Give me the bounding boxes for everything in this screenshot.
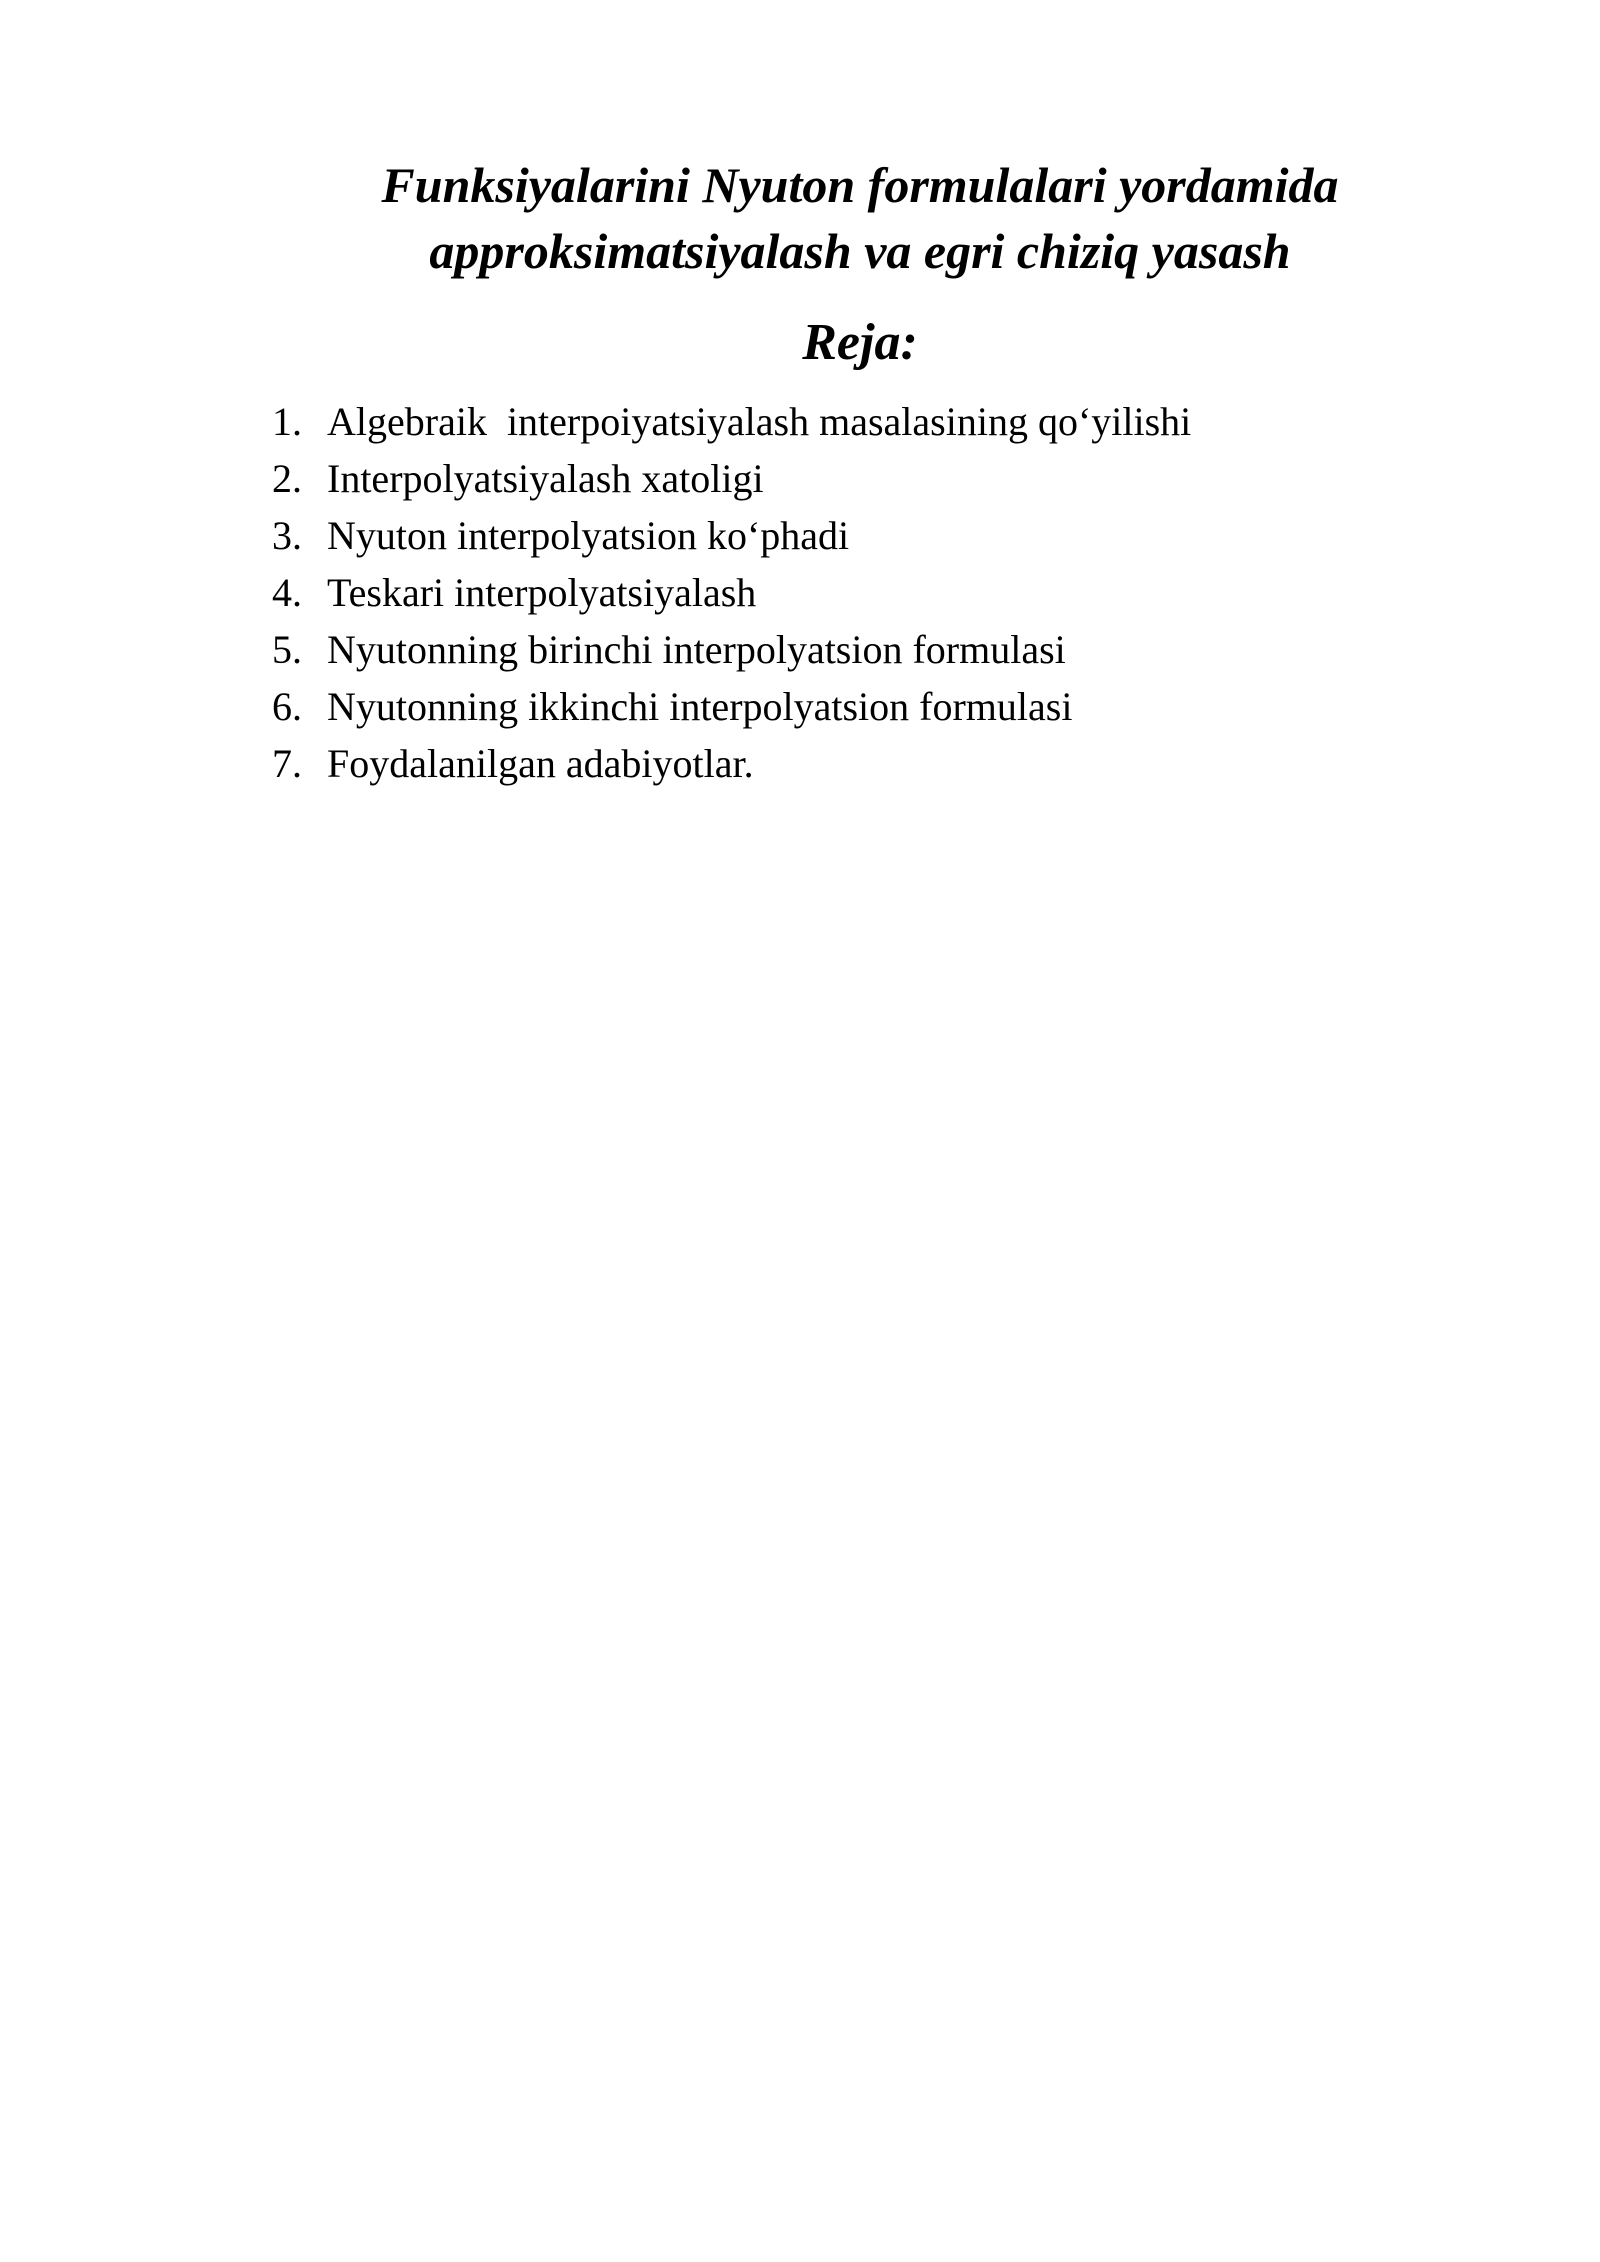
plan-item-text: Teskari interpolyatsiyalash [327,570,757,615]
plan-item-number: 1. [272,399,302,444]
plan-item-text: Interpolyatsiyalash xatoligi [327,456,764,501]
plan-heading: Reja: [802,314,918,371]
plan-item-number: 4. [272,570,302,615]
title-line-1: Funksiyalarini Nyuton formulalari yordamida [381,157,1339,213]
plan-item-text: Algebraik interpoiyatsiyalash masalasining qo‘yilishi [327,399,1192,444]
title-line-2: approksimatsiyalash va egri chiziq yasash [429,223,1291,279]
plan-item-text: Foydalanilgan adabiyotlar. [327,741,754,786]
plan-item [272,735,1191,792]
plan-item [272,564,1191,621]
plan-item-text: Nyuton interpolyatsion ko‘phadi [327,513,850,558]
plan-item [272,450,1191,507]
plan-item-number: 5. [272,627,302,672]
plan-item [272,621,1191,678]
plan-item [272,678,1191,735]
document-title [260,152,1460,284]
plan-item-number: 3. [272,513,302,558]
plan-item-text: Nyutonning ikkinchi interpolyatsion formulasi [327,684,1073,729]
plan-list [272,393,1191,792]
plan-item [272,507,1191,564]
plan-item-number: 6. [272,684,302,729]
plan-item-number: 7. [272,741,302,786]
plan-item-number: 2. [272,456,302,501]
plan-item-text: Nyutonning birinchi interpolyatsion formulasi [327,627,1066,672]
plan-item [272,393,1191,450]
